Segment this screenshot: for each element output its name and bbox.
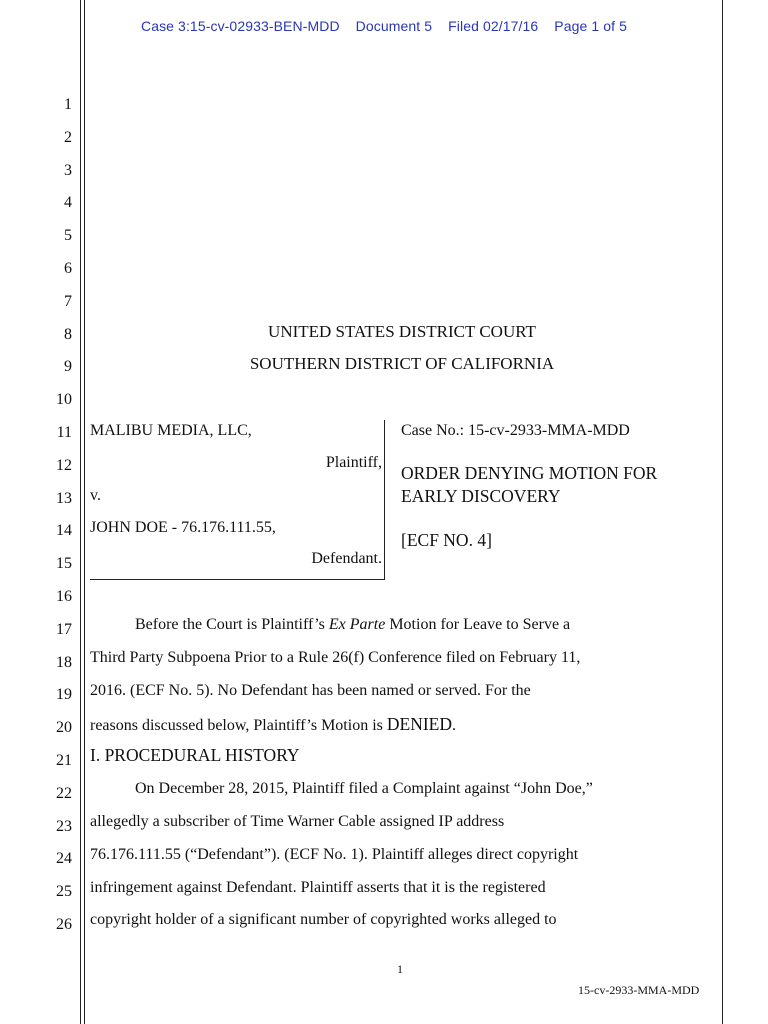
line-number: 15 — [56, 555, 72, 573]
caption-divider-horizontal — [90, 579, 385, 580]
case-caption-parties — [90, 420, 384, 578]
order-title-line2: EARLY DISCOVERY — [401, 486, 561, 506]
body-line: Third Party Subpoena Prior to a Rule 26(f) Conference filed on February 11, — [90, 649, 581, 666]
court-district: SOUTHERN DISTRICT OF CALIFORNIA — [249, 354, 555, 373]
header-page: Page 1 of 5 — [554, 18, 627, 34]
header-filed: Filed 02/17/16 — [448, 18, 539, 34]
header-case: Case 3:15-cv-02933-BEN-MDD — [140, 18, 340, 34]
ecf-header-stamp — [0, 18, 768, 34]
line-number: 5 — [64, 227, 72, 245]
line-number: 23 — [56, 817, 72, 835]
footer-case-number: 15-cv-2933-MMA-MDD — [578, 983, 700, 997]
ex-parte-italic: Ex Parte — [328, 616, 386, 633]
plaintiff-name: MALIBU MEDIA, LLC, — [90, 422, 252, 439]
right-margin-rule — [722, 0, 723, 1024]
order-title-line1: ORDER DENYING MOTION FOR — [401, 463, 658, 483]
line-number: 14 — [56, 522, 72, 540]
body-line: copyright holder of a significant number of copyrighted works alleged to — [90, 911, 557, 928]
body-line — [135, 616, 570, 634]
body-line: allegedly a subscriber of Time Warner Cable assigned IP address — [90, 813, 505, 830]
defendant-name: JOHN DOE - 76.176.111.55, — [90, 519, 276, 536]
line-number: 25 — [56, 883, 72, 901]
line-number: 24 — [56, 850, 72, 868]
ecf-reference: [ECF NO. 4] — [401, 530, 492, 550]
line-number: 9 — [64, 358, 72, 376]
denied-emphasis: DENIED — [386, 714, 452, 734]
body-line — [90, 714, 456, 735]
line-number: 21 — [56, 751, 72, 769]
body-text: reasons discussed below, Plaintiff’s Motion is — [90, 717, 387, 734]
body-line: On December 28, 2015, Plaintiff filed a Complaint against “John Doe,” — [135, 780, 593, 797]
case-number: Case No.: 15-cv-2933-MMA-MDD — [401, 422, 630, 439]
line-number: 18 — [56, 653, 72, 671]
line-number: 26 — [56, 915, 72, 933]
line-number: 22 — [56, 784, 72, 802]
line-number: 13 — [56, 489, 72, 507]
order-title — [401, 462, 657, 508]
line-number: 12 — [56, 456, 72, 474]
section-heading: I. PROCEDURAL HISTORY — [90, 745, 300, 765]
header-document: Document 5 — [355, 18, 433, 34]
line-number: 1 — [64, 96, 72, 113]
court-name: UNITED STATES DISTRICT COURT — [268, 322, 536, 341]
page-number: 1 — [397, 962, 403, 976]
line-number: 20 — [56, 719, 72, 737]
line-number: 3 — [64, 161, 72, 179]
line-number: 19 — [56, 686, 72, 704]
line-number: 10 — [56, 391, 72, 409]
line-number: 16 — [56, 587, 72, 605]
defendant-role: Defendant. — [311, 550, 382, 567]
left-margin-rule-inner — [84, 0, 85, 1024]
line-number: 7 — [64, 292, 72, 310]
line-number: 11 — [56, 423, 72, 441]
line-number: 4 — [64, 194, 72, 212]
body-line: 76.176.111.55 (“Defendant”). (ECF No. 1). Plaintiff alleges direct copyright — [90, 846, 579, 863]
caption-divider-vertical — [384, 420, 385, 580]
versus: v. — [90, 487, 101, 504]
line-number: 8 — [64, 325, 72, 343]
plaintiff-role: Plaintiff, — [325, 454, 382, 471]
left-margin-rule — [80, 0, 81, 1024]
line-number: 17 — [56, 620, 72, 638]
line-number: 6 — [64, 259, 72, 277]
line-number: 2 — [64, 128, 72, 146]
body-text: Before the Court is Plaintiff’s — [135, 616, 329, 633]
body-line: 2016. (ECF No. 5). No Defendant has been named or served. For the — [90, 682, 531, 699]
pleading-line-numbers — [40, 92, 72, 945]
body-text: Motion for Leave to Serve a — [385, 616, 571, 633]
body-text: . — [452, 717, 456, 734]
body-line: infringement against Defendant. Plaintiff asserts that it is the registered — [90, 879, 546, 896]
